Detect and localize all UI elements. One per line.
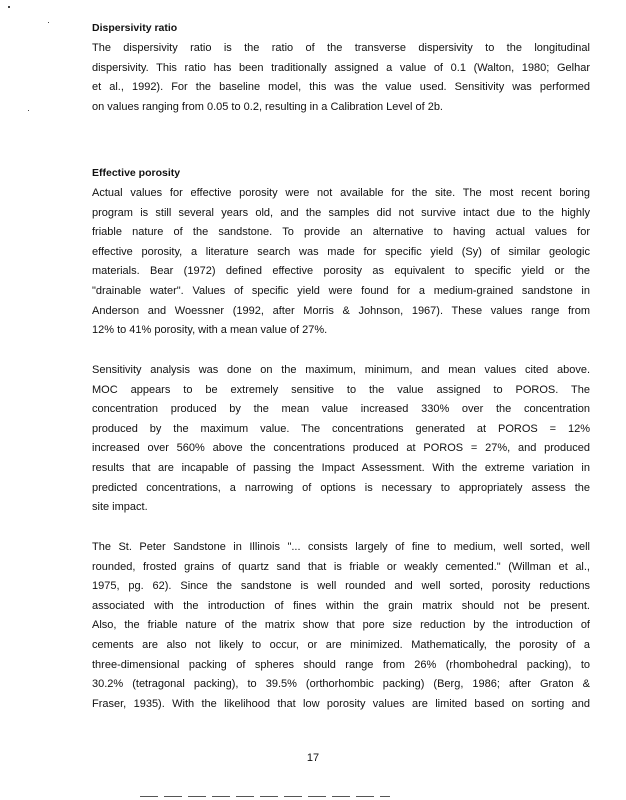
text-line: predicted concentrations, a narrowing of options is necessary to appropriately assess the: [92, 481, 590, 494]
text-line: Sensitivity analysis was done on the maximum, minimum, and mean values cited above.: [92, 364, 590, 376]
text-line: program is still several years old, and the samples did not survive intact due to the highly: [92, 206, 590, 219]
text-line: produced by the maximum value. The concentrations generated at POROS = 12%: [92, 422, 590, 435]
text-line: Fraser, 1935). With the likelihood that low porosity values are limited based on sorting and: [92, 697, 590, 710]
text-line: The St. Peter Sandstone in Illinois "... consists largely of fine to medium, well sorted, well: [92, 541, 590, 553]
section-heading-effective-porosity: Effective porosity: [92, 167, 181, 179]
text-line: concentration produced by the mean value increased 330% over the concentration: [92, 403, 590, 416]
text-line: Actual values for effective porosity were not available for the site. The most recent boring: [92, 187, 590, 199]
text-line: "drainable water". Values of specific yield were found for a medium-grained sandstone in: [92, 284, 590, 297]
text-line: Also, the friable nature of the matrix show that pore size reduction by the introduction of: [92, 619, 590, 632]
text-line: three-dimensional packing of spheres should range from 26% (rhombohedral packing), to: [92, 658, 590, 671]
text-line: The dispersivity ratio is the ratio of the transverse dispersivity to the longitudinal: [92, 42, 590, 54]
text-line: results that are incapable of passing the Impact Assessment. With the extreme variation in: [92, 461, 590, 474]
scan-speck: [8, 6, 10, 8]
text-line: 30.2% (tetragonal packing), to 39.5% (orthorhombic packing) (Berg, 1986; after Graton &: [92, 678, 590, 691]
text-line: on values ranging from 0.05 to 0.2, resulting in a Calibration Level of 2b.: [92, 100, 443, 113]
paragraph-sensitivity-analysis: [92, 361, 590, 518]
text-line: dispersivity. This ratio has been traditionally assigned a value of 0.1 (Walton, 1980; Gelhar: [92, 61, 590, 74]
text-line: cements are also not likely to occur, or are minimized. Mathematically, the porosity of a: [92, 638, 590, 651]
text-line: 12% to 41% porosity, with a mean value of 27%.: [92, 324, 328, 337]
text-line: rounded, frosted grains of quartz sand that is friable or weakly cemented." (Willman et al.,: [92, 560, 590, 573]
section-heading-dispersivity-ratio: Dispersivity ratio: [92, 22, 178, 34]
text-line: site impact.: [92, 501, 148, 514]
text-line: associated with the introduction of fines within the grain matrix should not be present.: [92, 599, 590, 612]
text-line: Anderson and Woessner (1992, after Morris & Johnson, 1967). These values range from: [92, 304, 590, 317]
text-line: MOC appears to be extremely sensitive to the value assigned to POROS. The: [92, 383, 590, 396]
text-line: materials. Bear (1972) defined effective porosity as equivalent to specific yield or the: [92, 265, 590, 278]
scan-speck: [48, 22, 49, 23]
text-line: 1975, pg. 62). Since the sandstone is well rounded and well sorted, porosity reductions: [92, 580, 590, 593]
paragraph-st-peter-sandstone: [92, 538, 590, 714]
paragraph-dispersivity: [92, 39, 590, 117]
text-line: et al., 1992). For the baseline model, this was the value used. Sensitivity was performed: [92, 81, 590, 94]
text-line: effective porosity, a literature search was made for specific yield (Sy) of similar geologic: [92, 245, 590, 258]
paragraph-porosity-intro: [92, 184, 590, 341]
text-line: increased over 560% above the concentrations produced at POROS = 27%, and produced: [92, 442, 590, 455]
page-number: 17: [306, 752, 320, 764]
footer-scan-rule: [140, 796, 390, 797]
scan-speck: [28, 110, 29, 111]
text-line: friable nature of the sandstone. To provide an alternative to having actual values for: [92, 226, 590, 239]
